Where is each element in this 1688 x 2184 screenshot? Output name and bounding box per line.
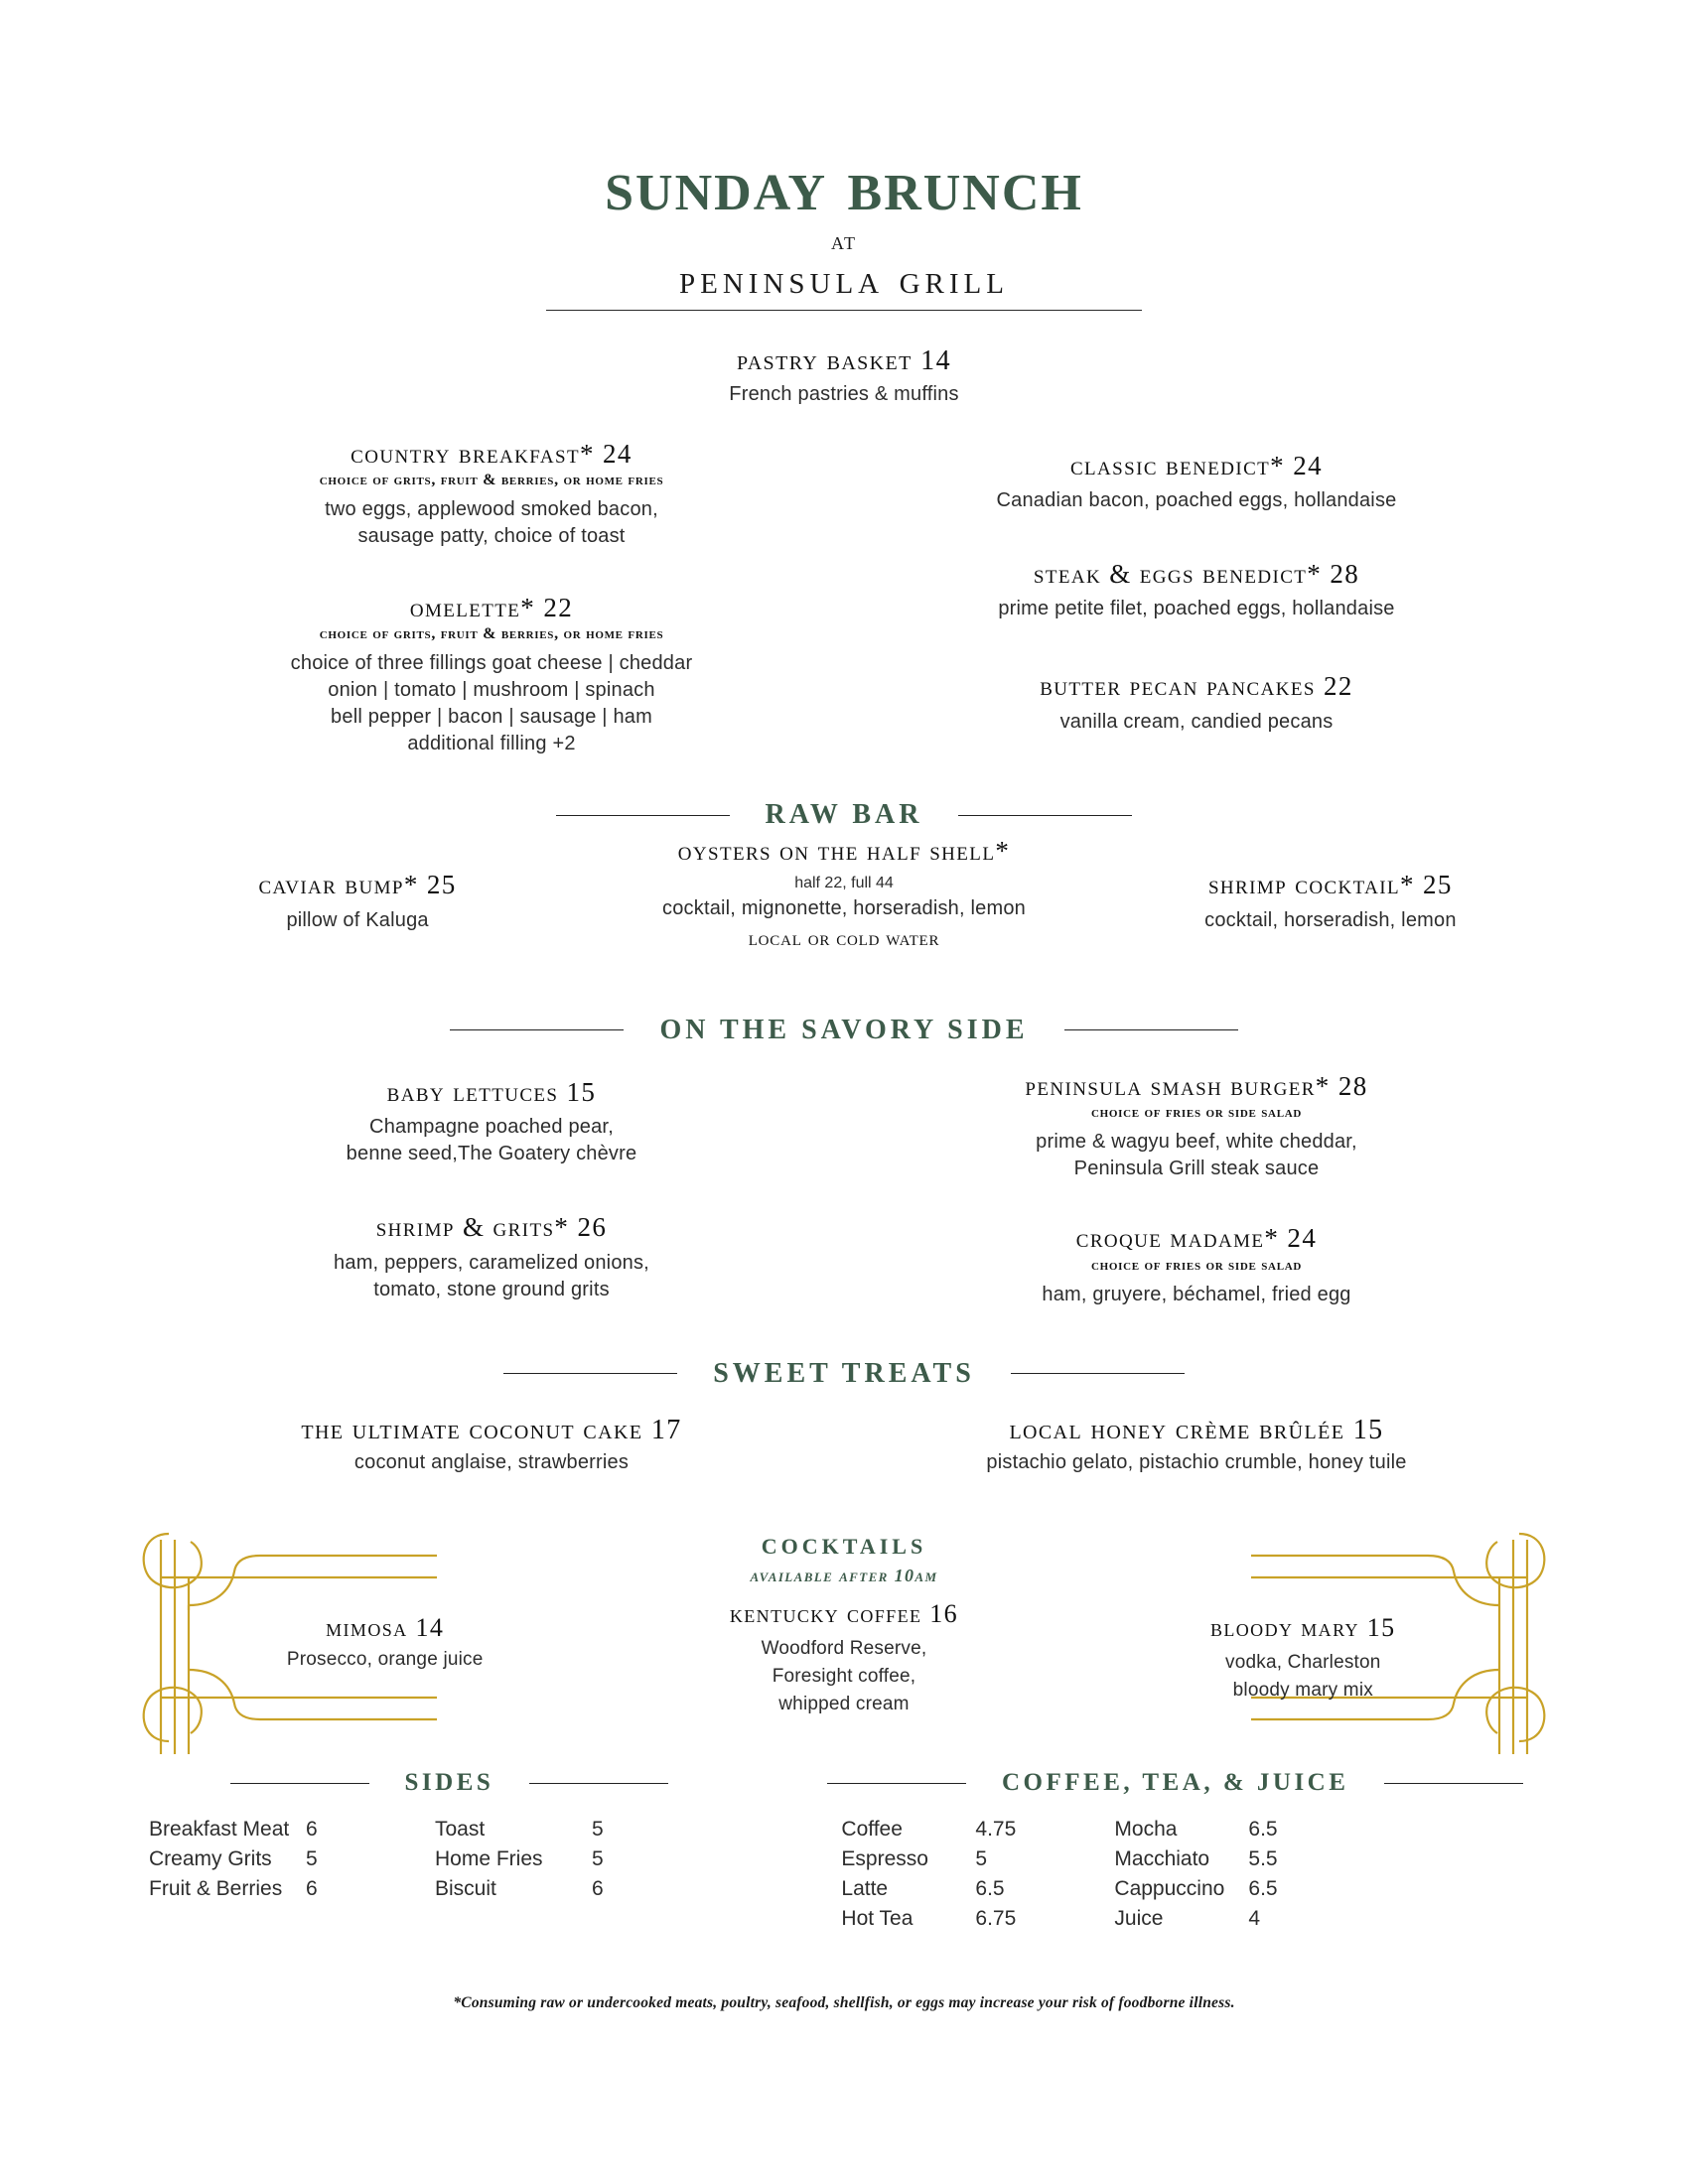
price-row [1114, 1844, 1308, 1874]
divider-rule-left [503, 1373, 677, 1374]
price-item-name: Biscuit [435, 1876, 496, 1900]
menu-item-name: pastry basket 14 [737, 345, 951, 377]
menu-item-description: ham, gruyere, béchamel, fried egg [1042, 1283, 1351, 1305]
price-item-value: 5 [306, 1847, 318, 1871]
price-row [435, 1844, 651, 1874]
divider-rule-left [450, 1029, 624, 1030]
price-item-name: Hot Tea [841, 1906, 914, 1930]
restaurant-name-rule [546, 258, 1142, 311]
section-label: SWEET TREATS [713, 1357, 975, 1389]
menu-item-choice: choice of grits, fruit & berries, or home fries [319, 625, 664, 643]
price-row [1114, 1874, 1308, 1904]
menu-item-choice: choice of fries or side salad [1090, 1256, 1303, 1274]
menu-item-description: pistachio gelato, pistachio crumble, honey tuile [986, 1451, 1407, 1474]
price-row [149, 1844, 365, 1874]
price-item-name: Creamy Grits [149, 1847, 272, 1871]
sides-column-1 [149, 1815, 365, 1903]
price-item-value: 5 [592, 1818, 604, 1842]
section-label: SIDES [404, 1769, 494, 1797]
menu-item-croque-madame [844, 1222, 1549, 1307]
price-row [1114, 1815, 1308, 1844]
cocktails-availability-note: available after 10am [750, 1566, 938, 1586]
menu-item-name: peninsula smash burger* 28 [1025, 1070, 1368, 1101]
price-row [435, 1874, 651, 1904]
breakfast-left-column [139, 430, 844, 758]
price-item-value: 4.75 [975, 1818, 1017, 1842]
price-item-value: 6.5 [1248, 1818, 1278, 1842]
menu-item-name: omelette* 22 [409, 593, 574, 623]
bottom-price-tables [139, 1769, 1549, 1933]
section-heading-raw-bar [139, 799, 1549, 831]
menu-item-name: butter pecan pancakes 22 [1040, 671, 1353, 702]
coffee-tea-juice-section [801, 1769, 1549, 1933]
menu-item-name: mimosa 14 [326, 1613, 445, 1643]
price-item-value: 6.5 [975, 1876, 1005, 1900]
price-row [841, 1815, 1035, 1844]
menu-item-description: Champagne poached pear, benne seed,The Goatery chèvre [346, 1116, 637, 1165]
price-item-name: Coffee [841, 1818, 903, 1842]
savory-right-column [844, 1070, 1549, 1308]
section-label: ON THE SAVORY SIDE [659, 1014, 1029, 1045]
menu-item-description: prime & wagyu beef, white cheddar, Peninsula Grill steak sauce [1036, 1131, 1357, 1180]
price-item-value: 6 [592, 1876, 604, 1900]
menu-item-name: caviar bump* 25 [258, 870, 457, 900]
menu-item-omelette [139, 592, 844, 757]
divider-rule-right [1064, 1029, 1238, 1030]
price-item-name: Fruit & Berries [149, 1876, 283, 1900]
menu-item-name: shrimp cocktail* 25 [1207, 870, 1453, 900]
price-item-name: Mocha [1114, 1818, 1178, 1842]
divider-rule-right [958, 815, 1132, 816]
menu-item-description: Woodford Reserve, Foresight coffee, whipped cream [761, 1638, 927, 1714]
menu-item-name: the ultimate coconut cake 17 [301, 1414, 682, 1445]
savory-left-column [139, 1070, 844, 1308]
breakfast-section [139, 430, 1549, 758]
section-label: COFFEE, TEA, & JUICE [1001, 1769, 1349, 1797]
price-item-name: Toast [435, 1818, 486, 1842]
allergen-footnote: *Consuming raw or undercooked meats, poultry, seafood, shellfish, or eggs may increase your risk of foodborne illness. [453, 1994, 1235, 2012]
sweet-treat-items [139, 1414, 1549, 1477]
coffee-column-1 [841, 1815, 1035, 1933]
coffee-price-grid [801, 1815, 1549, 1933]
menu-item-caviar-bump [139, 869, 576, 933]
menu-item-name: local honey crème brûlée 15 [1009, 1414, 1384, 1445]
menu-item-name: classic benedict* 24 [1069, 450, 1324, 480]
price-row [435, 1815, 651, 1844]
section-heading-sweet-treats [139, 1358, 1549, 1390]
price-row [1114, 1904, 1308, 1934]
price-item-name: Macchiato [1114, 1847, 1210, 1871]
page-title: sunday brunch [605, 145, 1083, 226]
menu-item-choice: choice of fries or side salad [1090, 1104, 1303, 1122]
price-item-value: 6 [306, 1818, 318, 1842]
cocktail-items [139, 1599, 1549, 1717]
price-item-value: 5 [592, 1847, 604, 1871]
menu-item-description: Canadian bacon, poached eggs, hollandaise [996, 489, 1397, 512]
menu-item-shrimp-cocktail [1112, 869, 1549, 933]
divider-rule-left [556, 815, 730, 816]
menu-item-description: two eggs, applewood smoked bacon, sausage patty, choice of toast [325, 498, 658, 548]
sides-price-grid [139, 1815, 760, 1903]
menu-item-name: oysters on the half shell* [677, 836, 1011, 867]
price-item-value: 4 [1248, 1906, 1261, 1930]
price-item-value: 5 [975, 1847, 988, 1871]
divider-rule-right [1384, 1783, 1523, 1784]
cocktails-heading [139, 1516, 1549, 1586]
section-heading-sides [139, 1769, 760, 1797]
menu-item-description: vanilla cream, candied pecans [1059, 710, 1334, 733]
breakfast-right-column [844, 430, 1549, 758]
menu-item-name: kentucky coffee 16 [729, 1599, 959, 1629]
menu-item-description: prime petite filet, poached eggs, hollandaise [998, 598, 1395, 620]
menu-item-ultimate-coconut-cake [139, 1414, 844, 1477]
price-item-name: Breakfast Meat [149, 1818, 290, 1842]
menu-item-description: Prosecco, orange juice [286, 1649, 484, 1671]
section-heading-coffee-tea-juice [801, 1769, 1549, 1797]
coffee-column-2 [1114, 1815, 1308, 1933]
sides-section [139, 1769, 760, 1933]
price-item-name: Cappuccino [1114, 1876, 1225, 1900]
price-item-name: Home Fries [435, 1847, 543, 1871]
menu-item-price-note: half 22, full 44 [794, 874, 894, 891]
price-item-name: Latte [841, 1876, 889, 1900]
price-item-value: 6.5 [1248, 1876, 1278, 1900]
menu-item-baby-lettuces [139, 1076, 844, 1167]
menu-item-description: cocktail, horseradish, lemon [1204, 908, 1457, 931]
menu-item-name: shrimp & grits* 26 [375, 1212, 608, 1243]
menu-item-bloody-mary [1077, 1612, 1529, 1717]
menu-item-name: bloody mary 15 [1209, 1613, 1396, 1643]
title-connector: at [831, 228, 857, 255]
menu-item-local-honey-creme-brulee [844, 1414, 1549, 1477]
menu-item-shrimp-and-grits [139, 1211, 844, 1302]
menu-item-description: vodka, Charleston bloody mary mix [1225, 1652, 1381, 1701]
menu-item-kentucky-coffee [618, 1598, 1069, 1717]
divider-rule-right [1011, 1373, 1185, 1374]
menu-item-pastry-basket [139, 344, 1549, 408]
menu-item-mimosa [159, 1612, 611, 1717]
divider-rule-left [230, 1783, 369, 1784]
menu-item-description: choice of three fillings goat cheese | cheddar onion | tomato | mushroom | spinach bell pepper | bacon | sausage | ham additional filling +2 [290, 652, 693, 755]
price-row [841, 1844, 1035, 1874]
menu-item-description: ham, peppers, caramelized onions, tomato, stone ground grits [334, 1251, 649, 1300]
menu-item-variety-note: local or cold water [748, 925, 940, 950]
sides-column-2 [435, 1815, 651, 1903]
savory-items [139, 1070, 1549, 1308]
menu-item-classic-benedict [844, 450, 1549, 514]
divider-rule-left [827, 1783, 966, 1784]
section-label: RAW BAR [765, 799, 923, 831]
menu-item-name: country breakfast* 24 [351, 438, 633, 469]
price-row [149, 1815, 365, 1844]
menu-item-name: croque madame* 24 [1075, 1223, 1318, 1254]
menu-item-description: pillow of Kaluga [286, 908, 429, 931]
menu-item-choice: choice of grits, fruit & berries, or home fries [319, 472, 664, 489]
menu-item-peninsula-smash-burger [844, 1070, 1549, 1182]
section-heading-savory-side [139, 1015, 1549, 1046]
menu-item-butter-pecan-pancakes [844, 670, 1549, 735]
menu-item-name: baby lettuces 15 [386, 1076, 597, 1107]
price-item-value: 6.75 [975, 1906, 1017, 1930]
price-item-name: Juice [1114, 1906, 1164, 1930]
price-row [841, 1904, 1035, 1934]
cocktails-section [139, 1516, 1549, 1759]
menu-item-description: cocktail, mignonette, horseradish, lemon [662, 896, 1026, 919]
menu-item-steak-eggs-benedict [844, 558, 1549, 622]
price-item-value: 5.5 [1248, 1847, 1278, 1871]
menu-item-oysters-half-shell [576, 835, 1112, 950]
restaurant-name: peninsula grill [679, 257, 1009, 303]
price-item-value: 6 [306, 1876, 318, 1900]
masthead [139, 0, 1549, 311]
menu-item-description: French pastries & muffins [729, 382, 959, 405]
price-row [149, 1874, 365, 1904]
section-label: cocktails [761, 1526, 927, 1562]
divider-rule-right [529, 1783, 668, 1784]
price-row [841, 1874, 1035, 1904]
menu-item-description: coconut anglaise, strawberries [353, 1451, 630, 1474]
menu-item-country-breakfast [139, 438, 844, 550]
raw-bar-items [139, 836, 1549, 950]
menu-item-name: steak & eggs benedict* 28 [1033, 559, 1360, 590]
price-item-name: Espresso [841, 1847, 928, 1871]
